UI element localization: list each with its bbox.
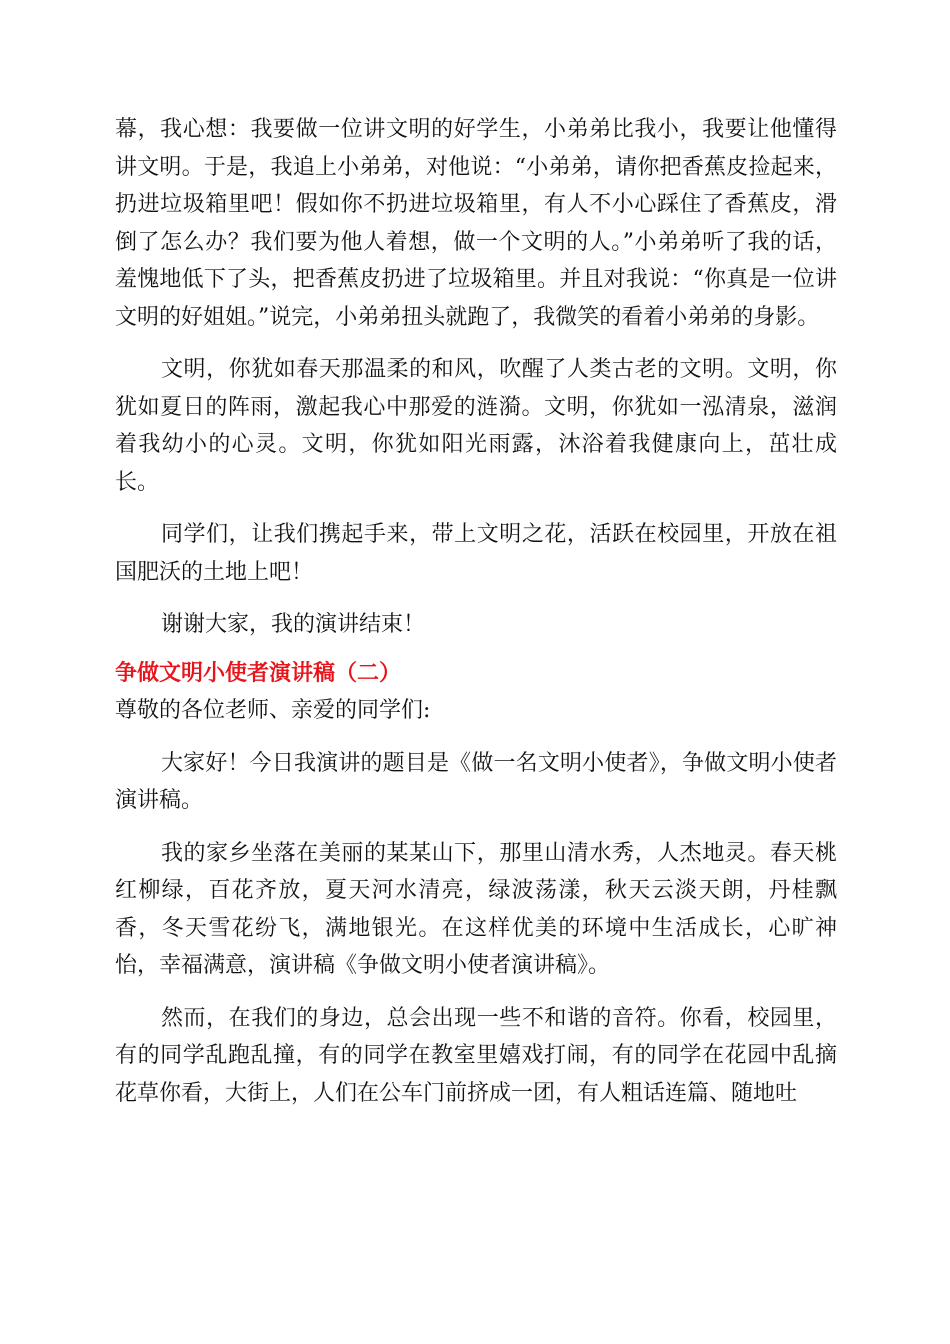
body-paragraph: 我的家乡坐落在美丽的某某山下，那里山清水秀，人杰地灵。春天桃红柳绿，百花齐放，夏天河水清亮，绿波荡漾，秋天云淡天朗，丹桂飘香，冬天雪花纷飞，满地银光。在这样优美的环境中生活成长，心旷神怡，幸福满意，演讲稿《争做文明小使者演讲稿》。 (115, 840, 837, 978)
body-paragraph: 大家好！今日我演讲的题目是《做一名文明小使者》，争做文明小使者演讲稿。 (115, 750, 837, 813)
body-paragraph: 幕，我心想：我要做一位讲文明的好学生，小弟弟比我小，我要让他懂得讲文明。于是，我追上小弟弟，对他说：“小弟弟，请你把香蕉皮捡起来，扔进垃圾箱里吧！假如你不扔进垃圾箱里，有人不小心踩住了香蕉皮，滑倒了怎么办？我们要为他人着想，做一个文明的人。”小弟弟听了我的话，羞愧地低下了头，把香蕉皮扔进了垃圾箱里。并且对我说：“你真是一位讲文明的好姐姐。”说完，小弟弟扭头就跑了，我微笑的看着小弟弟的身影。 (115, 117, 837, 330)
body-paragraph: 文明，你犹如春天那温柔的和风，吹醒了人类古老的文明。文明，你犹如夏日的阵雨，激起我心中那爱的涟漪。文明，你犹如一泓清泉，滋润着我幼小的心灵。文明，你犹如阳光雨露，沐浴着我健康向上，茁壮成长。 (115, 357, 837, 495)
body-paragraph: 同学们，让我们携起手来，带上文明之花，活跃在校园里，开放在祖国肥沃的土地上吧！ (115, 522, 837, 585)
document-page (115, 111, 837, 1112)
body-paragraph: 然而，在我们的身边，总会出现一些不和谐的音符。你看，校园里，有的同学乱跑乱撞，有的同学在教室里嬉戏打闹，有的同学在花园中乱摘花草你看，大街上，人们在公车门前挤成一团，有人粗话连篇、随地吐 (115, 1005, 837, 1106)
salutation: 尊敬的各位老师、亲爱的同学们: (115, 698, 431, 723)
section-title: 争做文明小使者演讲稿（二） (115, 659, 402, 686)
body-paragraph: 谢谢大家，我的演讲结束！ (161, 612, 426, 637)
